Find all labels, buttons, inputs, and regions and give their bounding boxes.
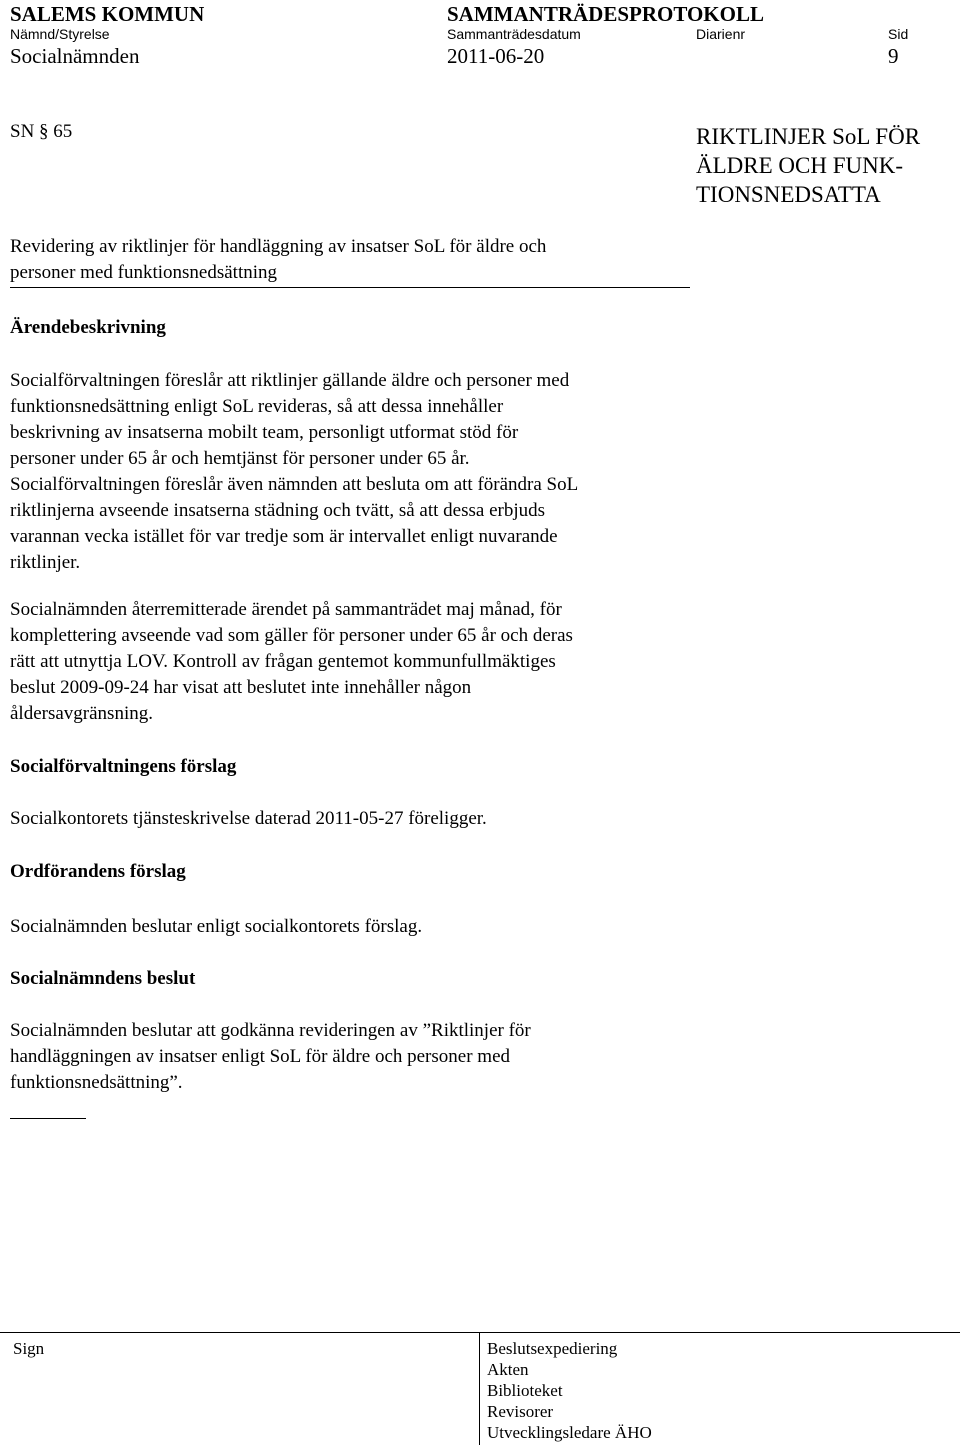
case-number: SN § 65 xyxy=(10,121,73,142)
date-value: 2011-06-20 xyxy=(447,44,545,68)
text-line: personer under 65 år och hemtjänst för personer under 65 år. xyxy=(10,448,470,469)
section-heading-beslut: Socialnämndens beslut xyxy=(10,968,196,989)
case-title-line: Revidering av riktlinjer för handläggning av insatser SoL för äldre och xyxy=(10,236,547,257)
case-category-line: ÄLDRE OCH FUNK- xyxy=(696,153,903,178)
text-line: funktionsnedsättning”. xyxy=(10,1072,183,1093)
text-line: riktlinjer. xyxy=(10,552,81,573)
ordforandens-forslag-text: Socialnämnden beslutar enligt socialkontorets förslag. xyxy=(10,916,423,937)
text-line: varannan vecka istället för var tredje som är intervallet enligt nuvarande xyxy=(10,526,558,547)
case-category-line: TIONSNEDSATTA xyxy=(696,182,881,207)
text-line: komplettering avseende vad som gäller för personer under 65 år och deras xyxy=(10,625,573,646)
sign-label: Sign xyxy=(13,1339,45,1358)
text-line: rätt att utnyttja LOV. Kontroll av frågan gentemot kommunfullmäktiges xyxy=(10,651,556,672)
body-label: Nämnd/Styrelse xyxy=(10,26,110,42)
section-heading-forvaltningens-forslag: Socialförvaltningens förslag xyxy=(10,756,237,777)
text-line: handläggningen av insatser enligt SoL för äldre och personer med xyxy=(10,1046,511,1067)
document-type: SAMMANTRÄDESPROTOKOLL xyxy=(447,2,764,26)
text-line: Socialförvaltningen föreslår även nämnden att besluta om att förändra SoL xyxy=(10,474,579,495)
distribution-item: Beslutsexpediering xyxy=(487,1339,618,1358)
text-line: åldersavgränsning. xyxy=(10,703,153,724)
text-line: Socialförvaltningen föreslår att riktlinjer gällande äldre och personer med xyxy=(10,370,570,391)
text-line: Socialnämnden beslutar att godkänna revideringen av ”Riktlinjer för xyxy=(10,1020,531,1041)
regno-label: Diarienr xyxy=(696,26,746,42)
page-number: 9 xyxy=(888,44,899,68)
arendebeskrivning-paragraph-1 xyxy=(10,368,578,576)
text-line: beskrivning av insatserna mobilt team, personligt utformat stöd för xyxy=(10,422,519,443)
text-line: riktlinjerna avseende insatserna städning och tvätt, så att dessa erbjuds xyxy=(10,500,546,521)
case-category xyxy=(696,122,920,209)
forvaltningens-forslag-text: Socialkontorets tjänsteskrivelse daterad 2011-05-27 föreligger. xyxy=(10,808,487,829)
beslut-text xyxy=(10,1018,531,1096)
text-line: Socialnämnden återremitterade ärendet på sammanträdet maj månad, för xyxy=(10,599,562,620)
distribution-box xyxy=(479,1332,960,1445)
page-label: Sid xyxy=(888,26,909,42)
distribution-item: Biblioteket xyxy=(487,1381,563,1400)
case-category-line: RIKTLINJER SoL FÖR xyxy=(696,124,921,149)
distribution-item: Akten xyxy=(487,1360,529,1379)
body-value: Socialnämnden xyxy=(10,44,140,68)
distribution-item: Utvecklingsledare ÄHO xyxy=(487,1423,652,1442)
sign-box xyxy=(0,1332,479,1445)
closing-rule xyxy=(10,1118,86,1119)
arendebeskrivning-paragraph-2 xyxy=(10,597,573,727)
case-title-line: personer med funktionsnedsättning xyxy=(10,262,278,283)
distribution-list xyxy=(487,1338,652,1443)
distribution-item: Revisorer xyxy=(487,1402,554,1421)
footer xyxy=(0,1332,960,1444)
section-heading-ordforandens-forslag: Ordförandens förslag xyxy=(10,861,186,882)
case-title xyxy=(10,234,546,286)
date-label: Sammanträdesdatum xyxy=(447,26,581,42)
text-line: beslut 2009-09-24 har visat att beslutet inte innehåller någon xyxy=(10,677,472,698)
text-line: funktionsnedsättning enligt SoL revideras, så att dessa innehåller xyxy=(10,396,504,417)
title-underline xyxy=(10,287,690,288)
section-heading-arendebeskrivning: Ärendebeskrivning xyxy=(10,317,166,338)
org-name: SALEMS KOMMUN xyxy=(10,2,205,26)
